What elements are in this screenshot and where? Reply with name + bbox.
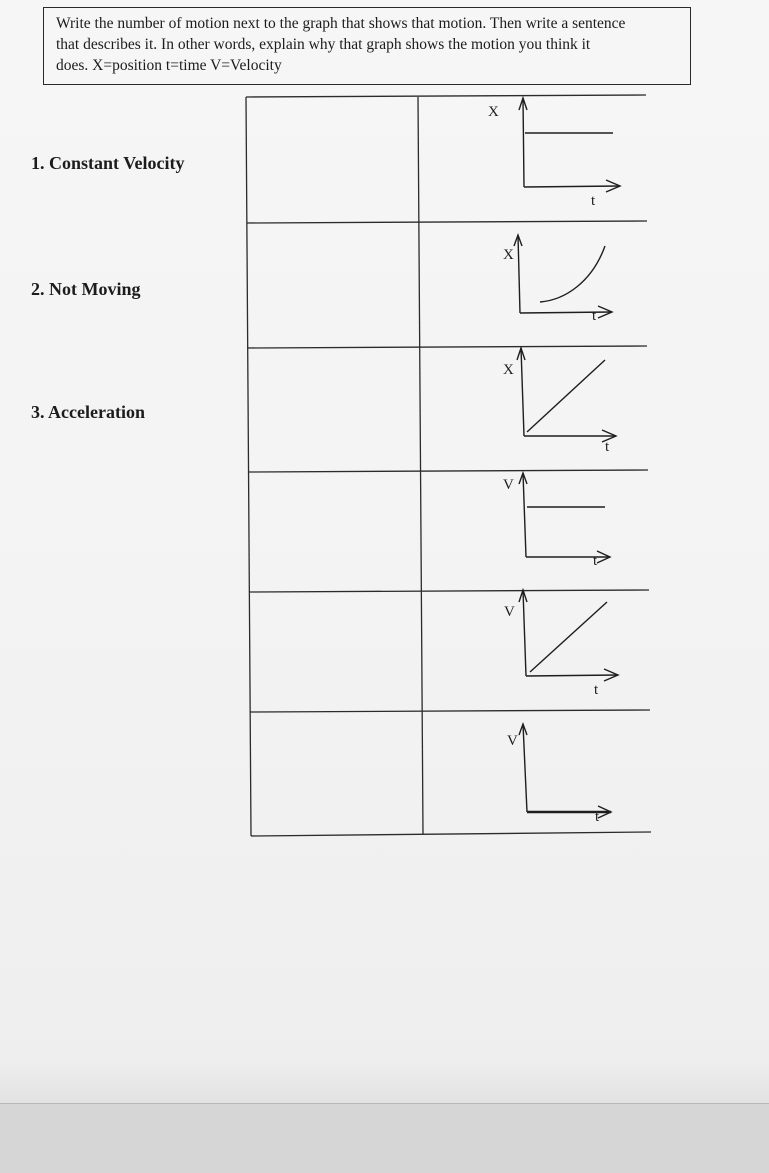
graph-4-horizontal-line [519,473,610,563]
graph-6-y-label: V [507,733,518,749]
graph-5-y-label: V [504,604,515,620]
graph-4-x-label: t [593,553,598,569]
graph-2-x-label: t [592,308,597,324]
graph-6-y-axis-line [523,724,527,812]
graph-5-y-axis-line [523,590,526,676]
motion-label-acceleration: 3. Acceleration [31,402,145,422]
scanner-bed [0,1103,769,1173]
graph-3-diagonal-line [517,348,616,442]
graph-1-horizontal-line [519,98,620,192]
graph-2-x-axis-line [520,312,612,313]
graph-5-plot-line [530,602,607,672]
instruction-line-3: does. X=position t=time V=Velocity [56,57,282,74]
graph-1-x-label: t [591,193,596,209]
graph-5-x-label: t [594,682,599,698]
graph-2-y-axis-line [518,235,520,313]
graph-1-y-axis-line [523,98,524,187]
instruction-line-2: that describes it. In other words, explain why that graph shows the motion you think it [56,36,591,53]
graph-6-line-on-axis [519,724,611,818]
motion-label-constant-velocity: 1. Constant Velocity [31,153,185,173]
graph-4-y-axis-line [523,473,526,557]
graph-3-x-label: t [605,439,610,455]
graph-3-plot-line [527,360,605,432]
motion-label-not-moving: 2. Not Moving [31,279,141,299]
graph-5-x-axis-line [526,675,618,676]
graph-3-y-label: X [503,362,514,378]
graph-2-plot-curve [540,246,605,302]
graph-1-y-label: X [488,104,499,120]
graph-6-x-label: t [595,809,600,825]
graph-2-upward-curve [514,235,612,318]
graph-1-x-axis-line [524,186,620,187]
graph-2-y-label: X [503,247,514,263]
graph-4-y-label: V [503,477,514,493]
instruction-line-1: Write the number of motion next to the graph that shows that motion. Then write a sentence [56,15,626,32]
graph-5-diagonal-line [519,590,618,681]
graph-3-y-axis-line [521,348,524,436]
